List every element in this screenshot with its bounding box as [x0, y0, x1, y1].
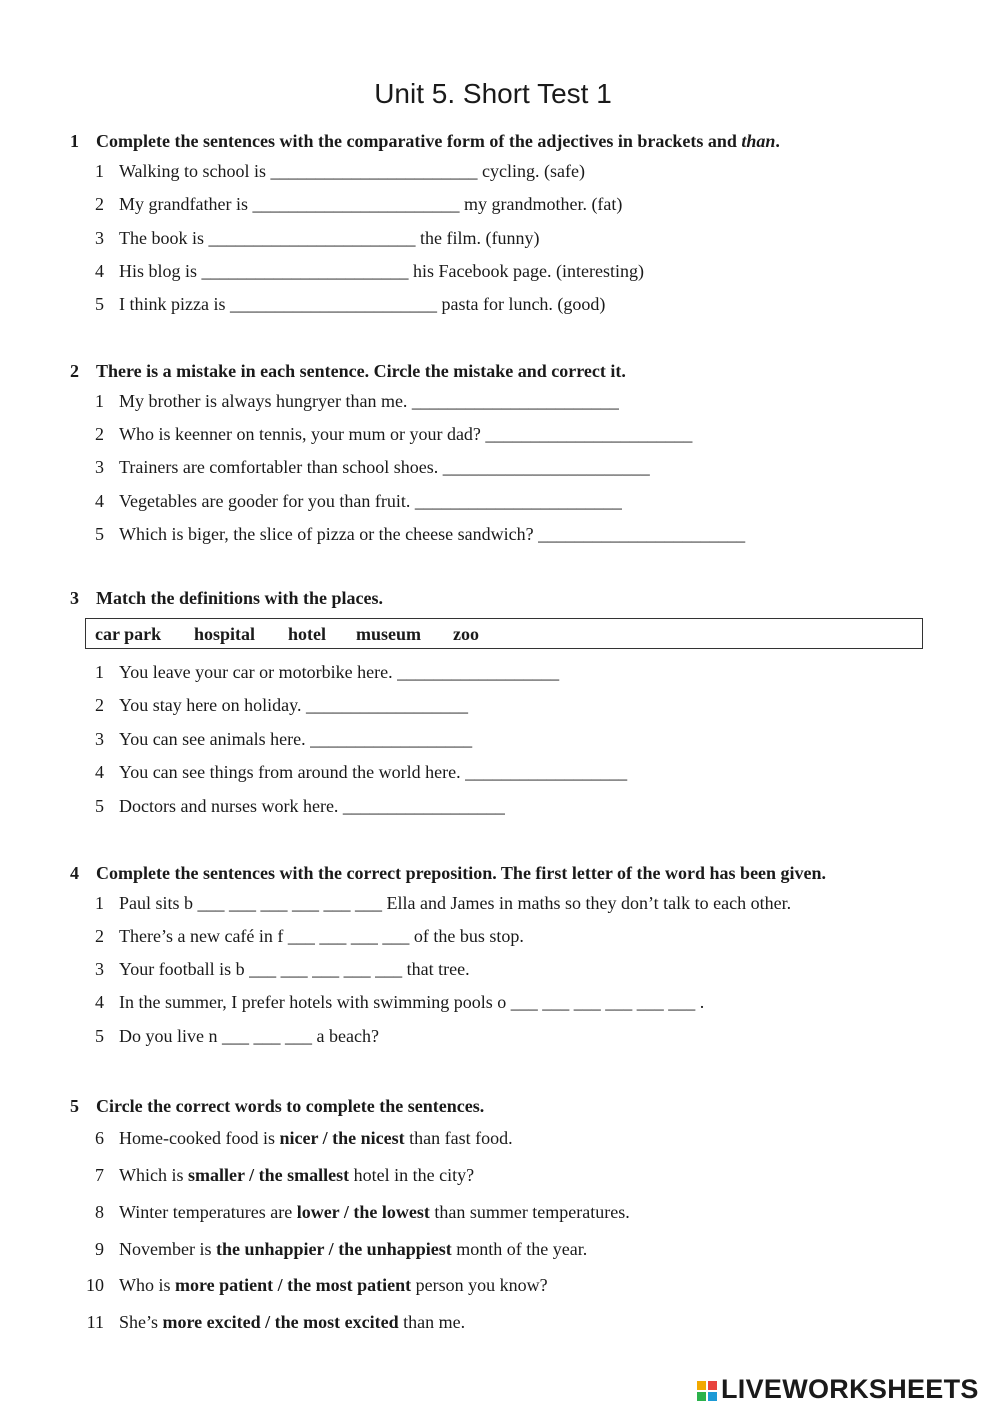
question-item[interactable]: Who is keenner on tennis, your mum or your dad? _______________________: [119, 424, 693, 444]
item-number: 8: [95, 1202, 104, 1222]
item-number: 4: [95, 491, 104, 511]
item-number: 5: [95, 524, 104, 544]
question-item[interactable]: My grandfather is _______________________ my grandmother. (fat): [119, 194, 623, 214]
word-box-item: zoo: [453, 624, 479, 644]
item-number: 2: [95, 194, 104, 214]
logo-square: [708, 1392, 717, 1401]
word-box: [85, 618, 923, 649]
section-instruction: Match the definitions with the places.: [96, 588, 383, 608]
item-number: 4: [95, 261, 104, 281]
question-item[interactable]: Trainers are comfortabler than school shoes. _______________________: [119, 457, 650, 477]
question-item[interactable]: The book is _______________________ the film. (funny): [119, 228, 540, 248]
item-number: 11: [86, 1312, 104, 1332]
question-item[interactable]: Do you live n ___ ___ ___ a beach?: [119, 1026, 379, 1046]
section-instruction: There is a mistake in each sentence. Circle the mistake and correct it.: [96, 361, 626, 381]
question-item[interactable]: His blog is _______________________ his Facebook page. (interesting): [119, 261, 644, 281]
question-item[interactable]: She’s more excited / the most excited than me.: [119, 1312, 466, 1332]
item-number: 3: [95, 457, 104, 477]
item-number: 4: [95, 992, 104, 1012]
item-number: 1: [95, 161, 104, 181]
page-title: Unit 5. Short Test 1: [374, 78, 612, 109]
section-number: 5: [70, 1096, 79, 1116]
section-instruction: Complete the sentences with the correct preposition. The first letter of the word has been given.: [96, 863, 827, 883]
item-number: 1: [95, 391, 104, 411]
question-item[interactable]: Home-cooked food is nicer / the nicest than fast food.: [119, 1128, 513, 1148]
item-number: 2: [95, 926, 104, 946]
item-number: 3: [95, 228, 104, 248]
section-instruction: Circle the correct words to complete the sentences.: [96, 1096, 485, 1116]
question-item[interactable]: Vegetables are gooder for you than fruit. _______________________: [119, 491, 622, 511]
question-item[interactable]: You can see things from around the world here. __________________: [119, 762, 628, 782]
word-box-item: hospital: [194, 624, 256, 644]
word-box-item: museum: [356, 624, 422, 644]
question-item[interactable]: You can see animals here. __________________: [119, 729, 473, 749]
question-item[interactable]: Which is smaller / the smallest hotel in the city?: [119, 1165, 475, 1185]
item-number: 5: [95, 796, 104, 816]
item-number: 1: [95, 662, 104, 682]
logo-square: [697, 1381, 706, 1390]
question-item[interactable]: My brother is always hungryer than me. _______________________: [119, 391, 619, 411]
logo-square: [697, 1392, 706, 1401]
item-number: 7: [95, 1165, 104, 1185]
item-number: 6: [95, 1128, 104, 1148]
choice-options[interactable]: nicer / the nicest: [279, 1128, 405, 1148]
section-number: 3: [70, 588, 79, 608]
section-instruction: Complete the sentences with the comparative form of the adjectives in brackets and than.: [96, 131, 780, 151]
question-item[interactable]: Who is more patient / the most patient person you know?: [119, 1275, 548, 1295]
choice-options[interactable]: smaller / the smallest: [188, 1165, 350, 1185]
choice-options[interactable]: lower / the lowest: [296, 1202, 430, 1222]
section-number: 1: [70, 131, 79, 151]
question-item[interactable]: Doctors and nurses work here. __________________: [119, 796, 505, 816]
question-item[interactable]: You stay here on holiday. __________________: [119, 695, 468, 715]
question-item[interactable]: I think pizza is _______________________ pasta for lunch. (good): [119, 294, 606, 314]
logo-mark-icon: [697, 1381, 719, 1403]
choice-options[interactable]: more patient / the most patient: [175, 1275, 412, 1295]
item-number: 5: [95, 1026, 104, 1046]
section-number: 4: [70, 863, 79, 883]
question-item[interactable]: Winter temperatures are lower / the lowest than summer temperatures.: [119, 1202, 630, 1222]
item-number: 3: [95, 959, 104, 979]
item-number: 10: [86, 1275, 104, 1295]
question-item[interactable]: Walking to school is _______________________ cycling. (safe): [119, 161, 585, 181]
item-number: 2: [95, 424, 104, 444]
question-item[interactable]: Which is biger, the slice of pizza or the cheese sandwich? _______________________: [119, 524, 746, 544]
item-number: 2: [95, 695, 104, 715]
item-number: 5: [95, 294, 104, 314]
logo-square: [708, 1381, 717, 1390]
question-item[interactable]: There’s a new café in f ___ ___ ___ ___ of the bus stop.: [119, 926, 524, 946]
question-item[interactable]: Paul sits b ___ ___ ___ ___ ___ ___ Ella and James in maths so they don’t talk to each other.: [119, 893, 792, 913]
choice-options[interactable]: more excited / the most excited: [162, 1312, 399, 1332]
choice-options[interactable]: the unhappier / the unhappiest: [215, 1239, 452, 1259]
question-item[interactable]: In the summer, I prefer hotels with swimming pools o ___ ___ ___ ___ ___ ___ .: [119, 992, 705, 1012]
section-number: 2: [70, 361, 79, 381]
item-number: 4: [95, 762, 104, 782]
word-box-item: car park: [95, 624, 162, 644]
question-item[interactable]: You leave your car or motorbike here. __________________: [119, 662, 560, 682]
item-number: 9: [95, 1239, 104, 1259]
item-number: 3: [95, 729, 104, 749]
question-item[interactable]: November is the unhappier / the unhappiest month of the year.: [119, 1239, 588, 1259]
item-number: 1: [95, 893, 104, 913]
question-item[interactable]: Your football is b ___ ___ ___ ___ ___ that tree.: [119, 959, 470, 979]
logo-text: LIVEWORKSHEETS: [721, 1374, 979, 1404]
word-box-item: hotel: [288, 624, 326, 644]
